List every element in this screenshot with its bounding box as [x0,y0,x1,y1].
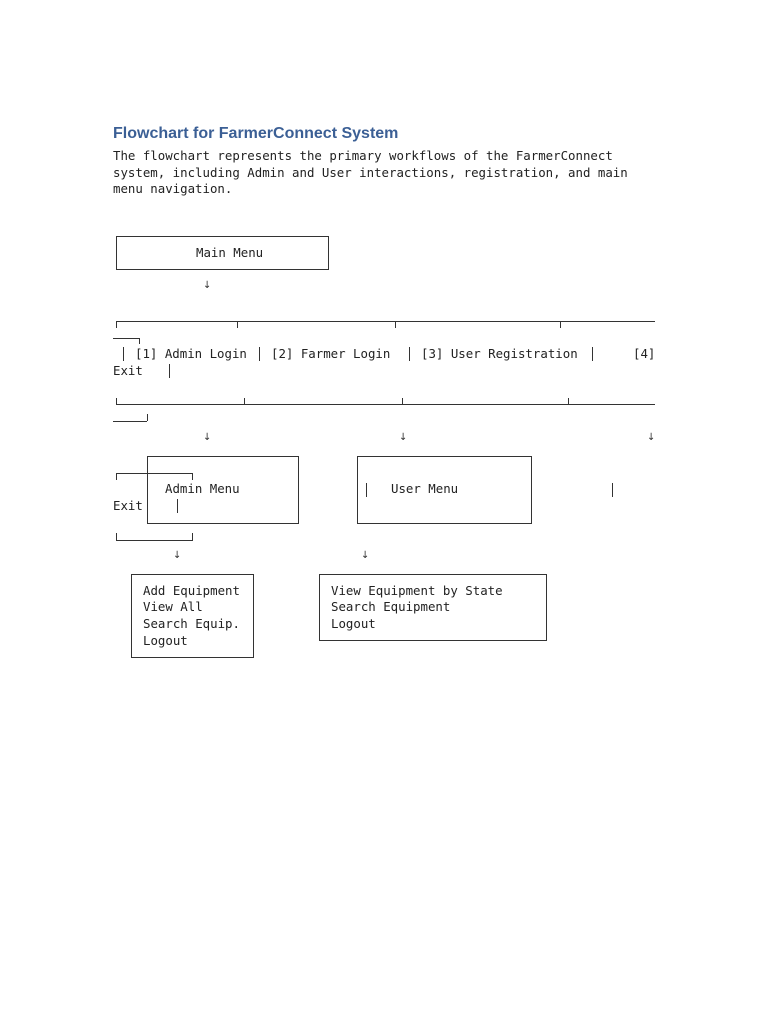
exit-box-tick [116,533,117,540]
options-bottom-tick [568,398,569,404]
options-top-border [116,321,655,322]
option-admin-login: [1] Admin Login [135,346,247,361]
admin-action-item: Add Equipment [143,583,240,598]
options-bottom-tick [402,398,403,404]
exit-box-tick [116,473,117,480]
intro-line: The flowchart represents the primary workflows of the FarmerConnect [113,148,613,163]
options-top-tick [395,321,396,328]
page-title: Flowchart for FarmerConnect System [113,125,399,142]
options-separator [259,347,260,361]
user-menu-label: User Menu [391,481,459,496]
down-arrow-icon: ↓ [399,432,408,443]
options-separator [169,364,170,378]
option-farmer-login: [2] Farmer Login [271,346,391,361]
options-wrap-line [113,338,140,339]
option-user-registration: [3] User Registration [421,346,578,361]
options-bottom-tick [116,398,117,404]
down-arrow-icon: ↓ [647,432,656,443]
options-separator [123,347,124,361]
options-bottom-border [116,404,655,405]
exit-box-label: Exit [113,498,143,513]
exit-box-side [612,483,613,497]
intro-paragraph [113,148,673,198]
exit-box-tick [192,473,193,480]
exit-box-bottom [116,540,193,541]
options-bottom-tick [244,398,245,404]
options-top-tick [560,321,561,328]
options-wrap-tick [139,338,140,344]
exit-box-tick [192,533,193,540]
options-wrap-tick [147,414,148,421]
option-exit-label: Exit [113,363,143,378]
intro-line: system, including Admin and User interactions, registration, and main [113,164,628,180]
options-wrap-line [113,421,147,422]
admin-action-item: Logout [143,633,188,648]
down-arrow-icon: ↓ [203,280,212,291]
user-menu-inner-bar [366,483,367,497]
options-separator [592,347,593,361]
exit-box-side [177,499,178,513]
user-action-item: Logout [331,616,376,631]
options-separator [409,347,410,361]
user-action-item: Search Equipment [331,599,451,614]
admin-action-item: View All [143,599,203,614]
intro-line: menu navigation. [113,181,233,197]
admin-action-item: Search Equip. [143,616,240,631]
options-top-tick [116,321,117,328]
down-arrow-icon: ↓ [361,550,370,561]
exit-box-top [116,473,193,474]
down-arrow-icon: ↓ [203,432,212,443]
admin-menu-label: Admin Menu [165,481,240,496]
user-action-item: View Equipment by State [331,583,503,598]
main-menu-label: Main Menu [196,245,264,260]
options-top-tick [237,321,238,328]
option-exit-number: [4] [633,346,656,361]
down-arrow-icon: ↓ [173,550,182,561]
